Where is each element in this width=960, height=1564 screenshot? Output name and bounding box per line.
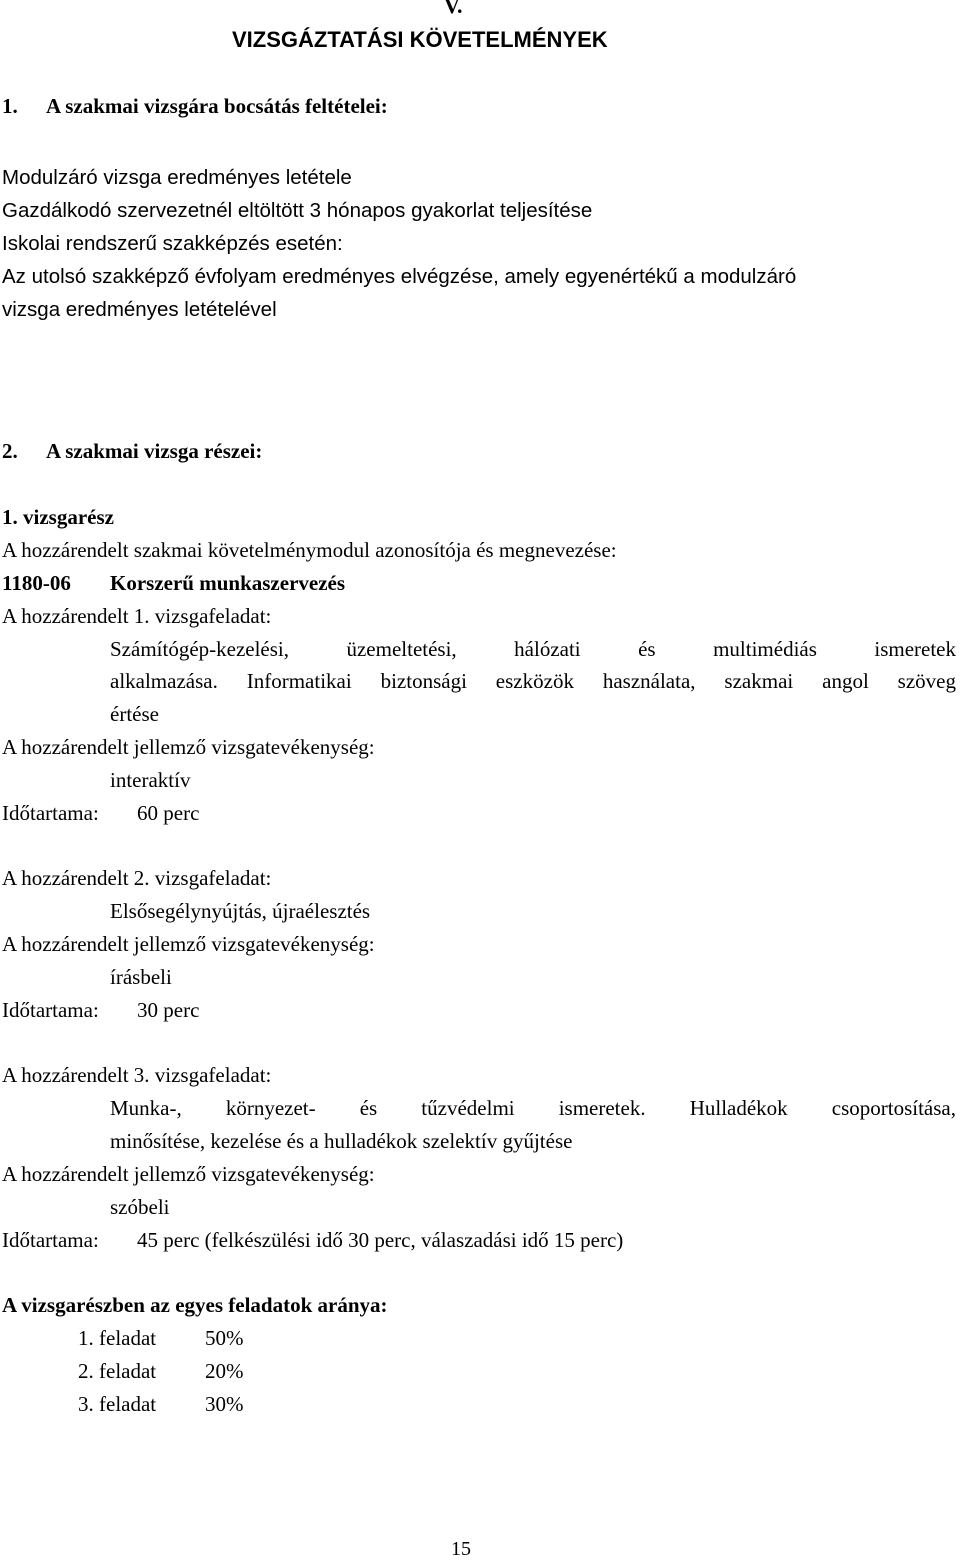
ratio-task: 3. feladat bbox=[78, 1392, 157, 1416]
task2-activity: írásbeli bbox=[110, 965, 172, 989]
task1-activity: interaktív bbox=[110, 768, 191, 792]
task2-duration-label: Időtartama: bbox=[2, 998, 99, 1022]
section1-line: Az utolsó szakképző évfolyam eredményes elvégzése, amely egyenértékű a modulzáró bbox=[2, 265, 797, 288]
section1-heading: A szakmai vizsgára bocsátás feltételei: bbox=[46, 94, 388, 118]
task1-duration-label: Időtartama: bbox=[2, 801, 99, 825]
page-number: 15 bbox=[451, 1538, 471, 1560]
ratio-heading: A vizsgarészben az egyes feladatok aránya: bbox=[2, 1293, 388, 1317]
section1-number: 1. bbox=[2, 94, 18, 118]
chapter-number: V. bbox=[444, 0, 463, 18]
module-code: 1180-06 bbox=[2, 571, 71, 595]
ratio-percent: 30% bbox=[205, 1392, 244, 1416]
task1-label: A hozzárendelt 1. vizsgafeladat: bbox=[2, 604, 272, 628]
section2-heading: A szakmai vizsga részei: bbox=[46, 439, 263, 463]
task2-duration: 30 perc bbox=[137, 998, 200, 1022]
section1-line: Gazdálkodó szervezetnél eltöltött 3 hónapos gyakorlat teljesítése bbox=[2, 199, 593, 222]
section2-number: 2. bbox=[2, 439, 18, 463]
task1-description-line3: értése bbox=[110, 702, 159, 726]
task3-activity-label: A hozzárendelt jellemző vizsgatevékenység: bbox=[2, 1162, 375, 1186]
ratio-percent: 50% bbox=[205, 1326, 244, 1350]
task1-duration: 60 perc bbox=[137, 801, 200, 825]
task3-activity: szóbeli bbox=[110, 1195, 170, 1219]
module-name: Korszerű munkaszervezés bbox=[110, 571, 346, 595]
ratio-task: 1. feladat bbox=[78, 1326, 157, 1350]
task1-description-line1: Számítógép-kezelési, üzemeltetési, hálózati és multimédiás ismeretek bbox=[110, 637, 956, 661]
ratio-percent: 20% bbox=[205, 1359, 244, 1383]
section1-line: Modulzáró vizsga eredményes letétele bbox=[2, 166, 352, 189]
task3-description-line2: minősítése, kezelése és a hulladékok szelektív gyűjtése bbox=[110, 1129, 573, 1153]
task3-duration: 45 perc (felkészülési idő 30 perc, válaszadási idő 15 perc) bbox=[137, 1228, 624, 1252]
exam-part-title: 1. vizsgarész bbox=[2, 505, 114, 529]
ratio-task: 2. feladat bbox=[78, 1359, 157, 1383]
task2-description-line1: Elsősegélynyújtás, újraélesztés bbox=[110, 899, 371, 923]
section1-line: Iskolai rendszerű szakképzés esetén: bbox=[2, 232, 343, 255]
section1-line: vizsga eredményes letételével bbox=[2, 298, 277, 321]
task2-label: A hozzárendelt 2. vizsgafeladat: bbox=[2, 866, 272, 890]
task2-activity-label: A hozzárendelt jellemző vizsgatevékenység: bbox=[2, 932, 375, 956]
task3-label: A hozzárendelt 3. vizsgafeladat: bbox=[2, 1063, 272, 1087]
task3-description-line1: Munka-, környezet- és tűzvédelmi ismeretek. Hulladékok csoportosítása, bbox=[110, 1096, 956, 1120]
module-label: A hozzárendelt szakmai követelménymodul azonosítója és megnevezése: bbox=[2, 538, 617, 562]
task3-duration-label: Időtartama: bbox=[2, 1228, 99, 1252]
task1-description-line2: alkalmazása. Informatikai biztonsági eszközök használata, szakmai angol szöveg bbox=[110, 669, 956, 693]
task1-activity-label: A hozzárendelt jellemző vizsgatevékenység: bbox=[2, 735, 375, 759]
chapter-title: VIZSGÁZTATÁSI KÖVETELMÉNYEK bbox=[232, 27, 608, 52]
